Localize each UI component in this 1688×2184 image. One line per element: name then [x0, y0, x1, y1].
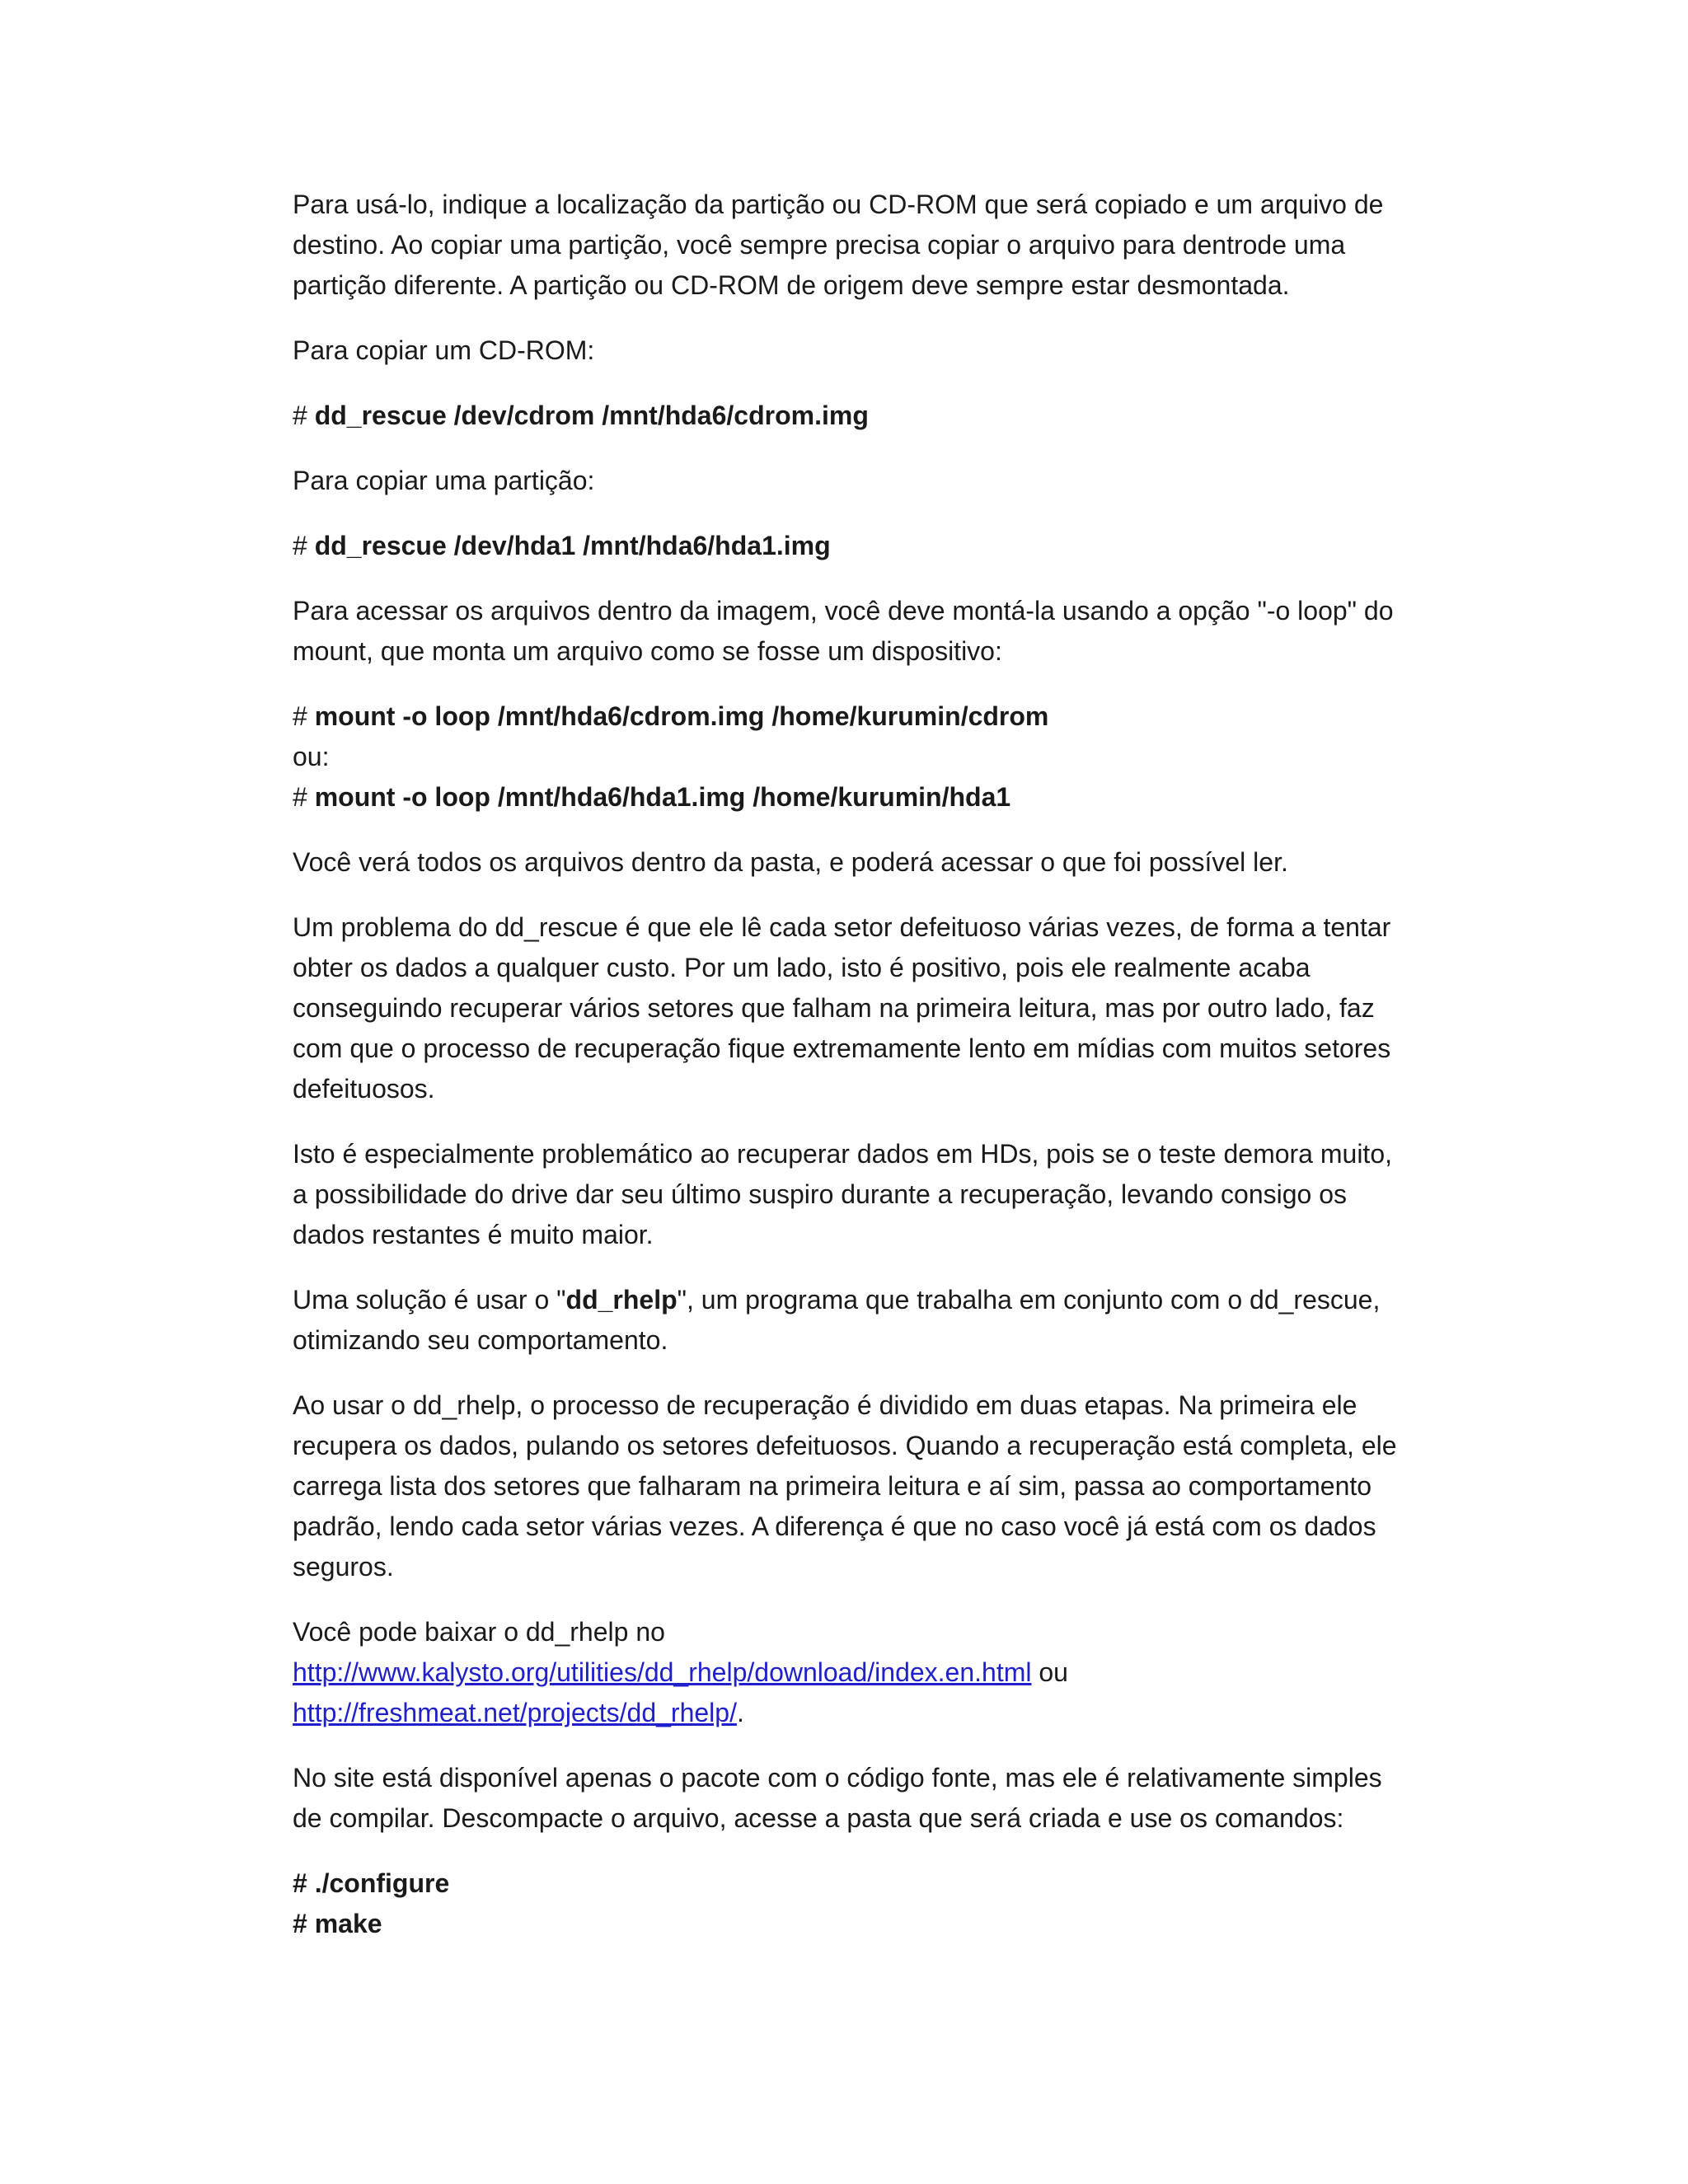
paragraph-ddrhelp-process: Ao usar o dd_rhelp, o processo de recuperação é dividido em duas etapas. Na primeira ele recupera os dados, pulando os setores defeituosos. Quando a recuperação está completa, ele carrega lista dos setores que falharam na primeira leitura e aí sim, passa ao comportamento padrão, lendo cada setor várias vezes. A diferença é que no caso você já está com os dados seguros.	[293, 1390, 1397, 1582]
command-prompt: #	[293, 701, 315, 731]
paragraph-download	[293, 1612, 1405, 1733]
text-segment: .	[736, 1698, 744, 1727]
paragraph-copy-partition: Para copiar uma partição:	[293, 466, 595, 495]
paragraph-mount-image: Para acessar os arquivos dentro da imagem, você deve montá-la usando a opção "-o loop" do mount, que monta um arquivo como se fosse um dispositivo:	[293, 596, 1394, 666]
text-segment: Uma solução é usar o "	[293, 1285, 566, 1315]
command-prompt: #	[293, 782, 315, 812]
paragraph-compile: No site está disponível apenas o pacote com o código fonte, mas ele é relativamente simples de compilar. Descompacte o arquivo, acesse a pasta que será criada e use os comandos:	[293, 1763, 1382, 1833]
paragraph-usage: Para usá-lo, indique a localização da partição ou CD-ROM que será copiado e um arquivo de destino. Ao copiar uma partição, você sempre precisa copiar o arquivo para dentrode uma partição diferente. A partição ou CD-ROM de origem deve sempre estar desmontada.	[293, 190, 1384, 300]
command-copy-cdrom	[293, 396, 1405, 436]
command-copy-partition	[293, 526, 1405, 566]
text-segment: ", um programa que trabalha em conjunto com o dd_rescue, otimizando seu comportamento.	[293, 1285, 1381, 1355]
command-prompt: #	[293, 401, 315, 430]
text-segment: Você pode baixar o dd_rhelp no	[293, 1617, 665, 1647]
paragraph-ddrescue-problem: Um problema do dd_rescue é que ele lê cada setor defeituoso várias vezes, de forma a tentar obter os dados a qualquer custo. Por um lado, isto é positivo, pois ele realmente acaba conseguindo recuperar vários setores que falham na primeira leitura, mas por outro lado, faz com que o processo de recuperação fique extremamente lento em mídias com muitos setores defeituosos.	[293, 912, 1391, 1104]
paragraph-hd-risk: Isto é especialmente problemático ao recuperar dados em HDs, pois se o teste demora muito, a possibilidade do drive dar seu último suspiro durante a recuperação, levando consigo os dados restantes é muito maior.	[293, 1139, 1392, 1249]
command-mount-cdrom	[293, 696, 1405, 737]
program-name: dd_rhelp	[565, 1285, 678, 1315]
command-make: # make	[293, 1909, 382, 1938]
paragraph-copy-cdrom: Para copiar um CD-ROM:	[293, 335, 595, 365]
paragraph-view-files: Você verá todos os arquivos dentro da pasta, e poderá acessar o que foi possível ler.	[293, 847, 1288, 877]
command-block-build	[293, 1863, 1405, 1944]
link-freshmeat[interactable]: http://freshmeat.net/projects/dd_rhelp/	[293, 1698, 737, 1727]
command-configure: # ./configure	[293, 1868, 450, 1898]
text-segment: ou	[1031, 1657, 1068, 1687]
command-text: dd_rescue /dev/hda1 /mnt/hda6/hda1.img	[314, 531, 831, 560]
command-mount-partition	[293, 777, 1405, 818]
link-line	[293, 1652, 1405, 1693]
command-text: dd_rescue /dev/cdrom /mnt/hda6/cdrom.img	[314, 401, 869, 430]
command-block-mount	[293, 696, 1405, 818]
paragraph-ddrhelp-solution	[293, 1280, 1405, 1361]
document-page	[293, 185, 1405, 1969]
command-prompt: #	[293, 531, 315, 560]
link-kalysto[interactable]: http://www.kalysto.org/utilities/dd_rhelp/download/index.en.html	[293, 1657, 1032, 1687]
command-text: mount -o loop /mnt/hda6/hda1.img /home/kurumin/hda1	[314, 782, 1011, 812]
label-or: ou:	[293, 742, 330, 771]
link-line	[293, 1693, 1405, 1733]
command-text: mount -o loop /mnt/hda6/cdrom.img /home/kurumin/cdrom	[314, 701, 1049, 731]
